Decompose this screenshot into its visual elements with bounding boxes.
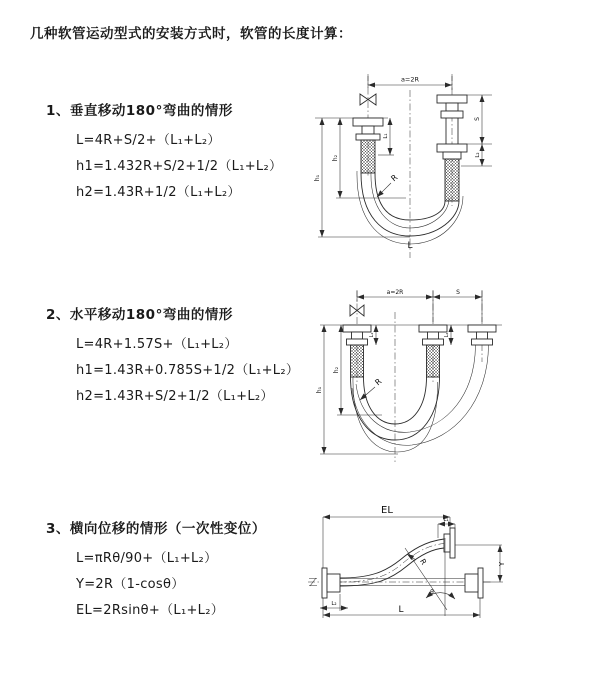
diagram-lateral-displacement [295,498,600,648]
braided-hose-section [361,140,375,173]
diagram-vertical-180-bend [310,66,600,266]
section-2-formula-h1: h1=1.43R+0.785S+1/2（L₁+L₂） [76,363,300,378]
diagram-horizontal-180-bend [310,282,600,472]
radius-callout [377,173,400,197]
dim-y-label: Y [498,561,506,567]
section-1-heading: 1、垂直移动180°弯曲的情形 [46,103,233,119]
radius-label: R [373,376,384,388]
dim-l2-label: L₂ [475,152,481,158]
section-2 [46,306,299,410]
flange-left [315,118,388,173]
section-1 [46,102,282,206]
braided-hose-section [351,345,364,377]
dim-h1-label: h₁ [316,386,323,394]
hose-u-bend [351,345,489,452]
dim-l1-label: L₁ [383,133,389,139]
dim-h2-label: h₂ [332,154,339,162]
braided-hose-section [445,159,459,201]
dimension-l2 [475,144,482,166]
dim-a2r-label: a=2R [400,75,420,84]
dim-h1-label: h₁ [314,174,321,182]
dim-l2-label: L₂ [331,601,337,607]
section-3-heading: 3、横向位移的情形（一次性变位） [46,521,266,537]
section-2-heading: 2、水平移动180°弯曲的情形 [46,307,233,323]
flange-left [322,568,340,598]
length-label: L [407,241,413,251]
page-title: 几种软管运动型式的安装方式时，软管的长度计算： [30,26,352,42]
dimension-a2r [368,76,452,91]
dim-l2-label: L₂ [444,332,450,338]
radius-label: R [389,172,400,184]
flange-right-original [465,568,483,598]
braided-hose-section [427,345,440,377]
section-1-formula-L: L=4R+S/2+（L₁+L₂） [76,133,221,148]
flange-left [343,325,371,377]
flange-middle [419,325,447,377]
dim-a2r-label: a=2R [386,289,404,296]
centerlines [357,290,482,462]
dim-el-label: EL [381,505,393,516]
dim-h2-label: h₂ [333,366,340,374]
section-3-formula-Y: Y=2R（1-cosθ） [76,577,185,592]
dim-l1-label: L₁ [443,517,449,523]
section-2-formula-h2: h2=1.43R+S/2+1/2（L₁+L₂） [76,389,274,404]
angle-label: θ [430,589,434,596]
section-1-formula-h1: h1=1.432R+S/2+1/2（L₁+L₂） [76,159,283,174]
section-3 [46,520,266,624]
hose-s-curve [340,539,444,586]
dimension-a2r [357,289,482,322]
dim-s-label: S [456,289,460,296]
dimension-s [433,289,482,297]
radius-callout [407,554,428,566]
dimension-y [483,545,506,582]
dimension-el [323,505,450,568]
dim-l-label: L [398,605,404,615]
flange-right [437,95,492,201]
section-2-formula-L: L=4R+1.57S+（L₁+L₂） [76,337,238,352]
flange-right [468,325,496,345]
dim-s-label: S [474,117,481,121]
dimension-s [474,95,482,144]
flange-upper-right [444,528,502,558]
radius-label: R [417,557,429,567]
section-3-formula-EL: EL=2Rsinθ+（L₁+L₂） [76,603,225,618]
dim-l1-label: L₁ [369,332,375,338]
section-3-formula-L: L=πRθ/90+（L₁+L₂） [76,551,218,566]
section-1-formula-h2: h2=1.43R+1/2（L₁+L₂） [76,185,241,200]
